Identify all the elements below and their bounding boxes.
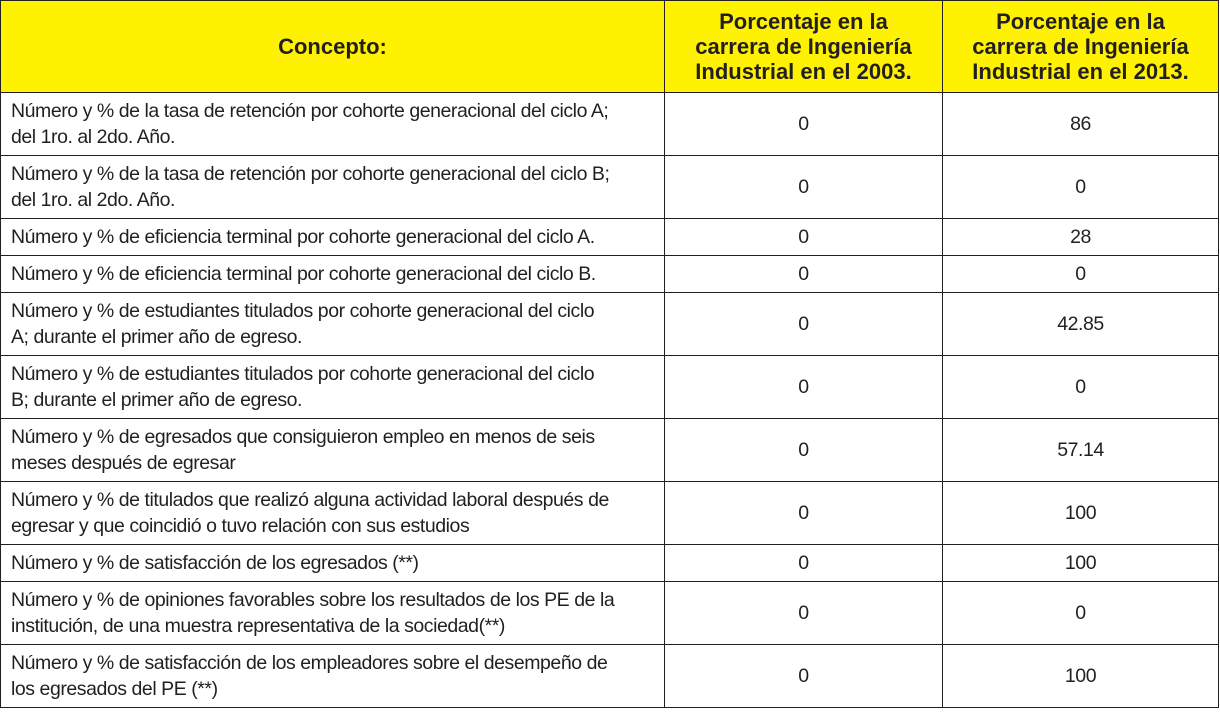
concept-line: Número y % de eficiencia terminal por cohorte generacional del ciclo A. bbox=[11, 226, 595, 248]
value-2013: 0 bbox=[943, 582, 1219, 645]
table-row bbox=[1, 156, 1219, 219]
table-row bbox=[1, 582, 1219, 645]
value-2003: 0 bbox=[665, 356, 943, 419]
table-row bbox=[1, 356, 1219, 419]
concept-cell bbox=[1, 356, 665, 419]
concept-line: B; durante el primer año de egreso. bbox=[11, 389, 303, 411]
value-2003: 0 bbox=[665, 545, 943, 582]
concept-cell bbox=[1, 582, 665, 645]
concept-line: Número y % de egresados que consiguieron empleo en menos de seis bbox=[11, 426, 595, 448]
value-2013: 0 bbox=[943, 156, 1219, 219]
value-2003: 0 bbox=[665, 256, 943, 293]
concept-cell bbox=[1, 545, 665, 582]
concept-line: Número y % de estudiantes titulados por cohorte generacional del ciclo bbox=[11, 300, 595, 322]
concept-line: Número y % de titulados que realizó alguna actividad laboral después de bbox=[11, 489, 609, 511]
concept-line: institución, de una muestra representativa de la sociedad(**) bbox=[11, 615, 505, 637]
header-row bbox=[1, 1, 1219, 93]
value-2003: 0 bbox=[665, 293, 943, 356]
concept-line: del 1ro. al 2do. Año. bbox=[11, 126, 176, 148]
header-2003 bbox=[665, 1, 943, 93]
value-2013: 100 bbox=[943, 482, 1219, 545]
table-row bbox=[1, 256, 1219, 293]
header-concepto bbox=[1, 1, 665, 93]
concept-line: del 1ro. al 2do. Año. bbox=[11, 189, 176, 211]
concept-cell bbox=[1, 482, 665, 545]
header-line: carrera de Ingeniería bbox=[695, 34, 912, 59]
value-2003: 0 bbox=[665, 219, 943, 256]
concept-line: Número y % de opiniones favorables sobre los resultados de los PE de la bbox=[11, 589, 615, 611]
table-row bbox=[1, 482, 1219, 545]
value-2003: 0 bbox=[665, 645, 943, 708]
concept-line: Número y % de eficiencia terminal por cohorte generacional del ciclo B. bbox=[11, 263, 596, 285]
header-line: Industrial en el 2013. bbox=[972, 59, 1189, 84]
concept-cell bbox=[1, 219, 665, 256]
concept-line: Número y % de satisfacción de los empleadores sobre el desempeño de bbox=[11, 652, 608, 674]
table-row bbox=[1, 219, 1219, 256]
concept-line: Número y % de la tasa de retención por cohorte generacional del ciclo A; bbox=[11, 100, 609, 122]
value-2003: 0 bbox=[665, 482, 943, 545]
value-2003: 0 bbox=[665, 419, 943, 482]
concept-line: Número y % de satisfacción de los egresados (**) bbox=[11, 552, 419, 574]
table-row bbox=[1, 545, 1219, 582]
value-2013: 100 bbox=[943, 645, 1219, 708]
value-2013: 28 bbox=[943, 219, 1219, 256]
table-row bbox=[1, 419, 1219, 482]
header-line: Porcentaje en la bbox=[996, 9, 1165, 34]
table-row bbox=[1, 93, 1219, 156]
value-2013: 57.14 bbox=[943, 419, 1219, 482]
header-line: Industrial en el 2003. bbox=[695, 59, 912, 84]
concept-cell bbox=[1, 419, 665, 482]
value-2013: 0 bbox=[943, 256, 1219, 293]
value-2003: 0 bbox=[665, 93, 943, 156]
concept-line: meses después de egresar bbox=[11, 452, 236, 474]
value-2013: 0 bbox=[943, 356, 1219, 419]
concept-cell bbox=[1, 256, 665, 293]
table-row bbox=[1, 293, 1219, 356]
value-2003: 0 bbox=[665, 582, 943, 645]
concept-line: los egresados del PE (**) bbox=[11, 678, 218, 700]
header-line: carrera de Ingeniería bbox=[972, 34, 1189, 59]
concept-line: Número y % de estudiantes titulados por cohorte generacional del ciclo bbox=[11, 363, 595, 385]
table-row bbox=[1, 645, 1219, 708]
concept-cell bbox=[1, 293, 665, 356]
concept-cell bbox=[1, 156, 665, 219]
concept-cell bbox=[1, 93, 665, 156]
header-line: Concepto: bbox=[278, 34, 387, 59]
concept-line: Número y % de la tasa de retención por cohorte generacional del ciclo B; bbox=[11, 163, 610, 185]
concept-line: A; durante el primer año de egreso. bbox=[11, 326, 303, 348]
value-2013: 100 bbox=[943, 545, 1219, 582]
value-2003: 0 bbox=[665, 156, 943, 219]
concept-line: egresar y que coincidió o tuvo relación con sus estudios bbox=[11, 515, 470, 537]
header-line: Porcentaje en la bbox=[719, 9, 888, 34]
header-2013 bbox=[943, 1, 1219, 93]
value-2013: 42.85 bbox=[943, 293, 1219, 356]
concept-cell bbox=[1, 645, 665, 708]
value-2013: 86 bbox=[943, 93, 1219, 156]
